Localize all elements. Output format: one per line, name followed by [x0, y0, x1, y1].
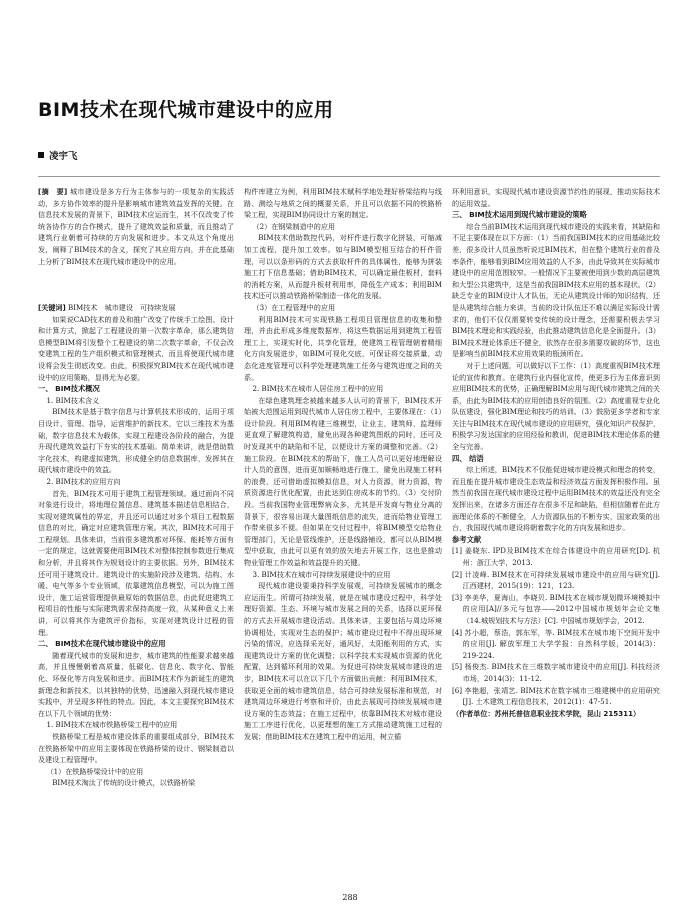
subsection-heading: （1）在铁路桥梁设计中的应用 [46, 766, 144, 776]
paragraph: 首先，BIM技术可用于建筑工程管理领域。通过面向不同对象进行设计，将地理位置信息、建筑基本描述信息相结合，实现对建筑属性的界定，并且还可以通过对多个项目工程数据信息的对比，确定对应建筑管理方案。其次，BIM技术可用于工程规划。具体来讲，当前很多建筑都对环保、能耗等方面有一定的规定，这就需要使用BIM技术对整体控制参数进行集成和分析，并且将其作为规划设计的主要依据。另外，BIM技术还可用于建筑设计。建筑设计的实施阶段涉及建筑、结构、水暖、电气等多个专业领域，依靠建筑信息模型，可以为施工图设计，施工运营管理提供最原始的数据信息，由此促进建筑工程项目的性能与实际建筑需求保持高度一致，从某种意义上来讲，可以将其作为建筑评价指标，实现对建筑设计过程的管理。 [38, 488, 234, 637]
section-heading: 三、 BIM技术运用到现代城市建设的策略 [452, 210, 587, 220]
square-bullet-icon [38, 152, 44, 158]
reference-item: [4] 苏小超，蔡浩，郭东军，等. BIM技术在城市地下空间开发中的应用[J]. 解放军理工大学学报：自然科学版，2014(3)：219-224. [452, 627, 660, 660]
paragraph: 综上所述，BIM技术不仅能促进城市建设模式和理念的转变，而且能在提升城市建设生态效益和经济效益方面发挥积极作用。虽然当前我国在现代城市建设过程中运用BIM技术的效益还没有完全发挥出来，在诸多方面还存在很多不足和缺陷，但相信随着在此方面理论体系的不断健全，人力资源队伍的不断夯实，国家政策的出台，我国现代城市建设将朝着数字化的方向发展和进步。 [452, 465, 660, 533]
subsection-heading: （2）在钢梁制造中的应用 [252, 221, 336, 231]
subsection-heading: 3. BIM技术在城市可持续发展建设中的应用 [252, 569, 391, 579]
abstract-text: 城市建设是多方行为主体参与的一项复杂的实践活动，多方协作效率的提升是影响城市建筑效益发挥的关键。在信息技术发展的背景下，BIM技术应运而生，其不仅改变了传统各协作方的合作模式，提升了建筑效益和质量，而且推动了建筑行业朝着可持续的方向发展和进步。本文从这个角度出发，阐释了BIM技术的含义，探究了其应用方向，并在此基础上分析了BIM技术在现代城市建设中的应用。 [38, 187, 234, 266]
subsection-heading: 1. BIM技术在城市铁路桥梁工程中的应用 [46, 720, 178, 730]
paragraph: 随着现代城市的发展和进步，城市建筑的性能要求越来越高，并且慢慢朝着高质量、低碳化、信息化、数字化、智能化、环保化等方向发展和进步。而BIM技术作为新诞生的建筑新理念和新技术，以其独特的优势，迅速融入到现代城市建设实践中，并呈现多样性的特点。因此，本文主要探究BIM技术在以下几个领域的优势： [38, 650, 234, 718]
abstract-block [38, 186, 234, 302]
abstract-label: [摘 要] [38, 187, 68, 196]
subsection-heading: 2. BIM技术在城市人居住房工程中的应用 [252, 384, 384, 394]
keywords [38, 302, 234, 314]
keywords-text: BIM技术 城市建设 可持续发展 [68, 303, 176, 312]
paragraph: BIM技术淘汰了传统的设计模式，以铁路桥梁 [52, 778, 196, 788]
paragraph: 环利用意识，实现现代城市建设资源节约性的展现，推动实际技术的运用效益。 [452, 187, 660, 208]
page-number: 288 [342, 893, 358, 902]
paragraph: 对于上述问题，可以做好以下工作：（1）高度重视BIM技术理论的宣传和教育。在建筑行业内强化宣传，使更多行为主体意识到应用BIM技术的优势，正确理解BIM应用与现代城市建筑之间的关系，由此为BIM技术的应用创造良好的氛围。（2）高度重视专业化队伍建设，强化BIM理论和技巧的培训。（3）鼓励更多学者和专家关注与BIM技术在现代城市建设的应用研究，强化知识产权保护，积极学习发达国家的应用经验和教训，促进BIM技术理论体系的健全与完善。 [452, 360, 660, 452]
section-heading: 二、 BIM技术在现代城市建设中的应用 [38, 639, 166, 649]
author-line [38, 148, 78, 162]
column-1 [38, 186, 234, 789]
paragraph: BIM技术借助数控代码，对杆件进行数字化拼装，可缩减加工流程，提升加工效率。如与BIM模型相互结合的杆件管理，可以以条形码的方式去获取杆件的具体属性，能够为拼装施工打下信息基础；借助BIM技术，可以确定最佳板材，套料的消耗方案，从而提升板材利用率，降低生产成本；利用BIM技术还可以推动铁路桥梁制造一体化的发展。 [244, 233, 442, 301]
header-divider [38, 176, 660, 177]
paragraph: 铁路桥梁工程是城市建设体系的重要组成部分，BIM技术在铁路桥梁中的应用主要体现在铁路桥梁的设计、钢梁制造以及建设工程管理中。 [38, 731, 234, 765]
paragraph: 利用BIM技术可实现铁路工程项目管理信息的收集和整理，并由此形成多维度数据库，将这些数据运用到建筑工程管理工上，实现实时化，共享化管理，使建筑工程管理朝着精细化方向发展进步，如BIM可视化交底，可保证将交接质量，动态化进度管理可以科学处理建筑施工任务与建筑进度之间的关系。 [244, 314, 442, 382]
subsection-heading: 2. BIM技术的应用方向 [46, 476, 121, 486]
reference-item: [5] 杨俊杰. BIM技术在三维数字城市建设中的应用[J]. 科技经济市场，2014(3)：11-12. [452, 662, 660, 683]
reference-item: [6] 李艳超，张靖艺. BIM技术在数字城市三维建模中的应用研究[J]. 土木建筑工程信息技术，2012(1)：47-51. [452, 685, 660, 707]
article-title: BIM技术在现代城市建设中的应用 [38, 99, 334, 121]
abstract [38, 186, 234, 267]
paragraph: 构件库建立为例，利用BIM技术赋科学地处理好桥梁结构与线路、测绘与地质之间的概要关系，并且可以依据不同的铁路桥梁工程，实现BIM协同设计方案的制定。 [244, 187, 442, 220]
references-heading: 参考文献 [452, 534, 482, 544]
reference-item: [3] 李美华，夏海山，李晓贝. BIM技术在城市规划微环境模拟中的应用[A]//多元与包容——2012中国城市规划年会论文集（14.城规划技术与方法）[C]. 中国城市规划学会，2012. [452, 592, 660, 625]
subsection-heading: 1. BIM技术含义 [46, 395, 100, 405]
paragraph: 综合当前BIM技术运用到现代城市建设的实践来看，其缺陷和不足主要体现在以下方面：（1）当前我国BIM技术的应用基础比较差，很多设计人员虽然听说过BIM技术，但在整个建筑行业的普及率条件，能够看到BIM应用效益的人不多，由此导致其在实际城市建设中的应用范围较窄。一般情况下主要被使用到少数的高层建筑和大型公共建筑中，这是当前我国BIM技术应用的基本现状。（2）缺乏专业的BIM设计人才队伍，无论从建筑设计师的知识结构，还是从建筑综合能力来讲，当前的设计队伍还不难以满足实际设计需求的，他们不仅仅需要转变传统的设计理念，还需要积极去学习BIM技术理论和实践经验，由此推动建筑信息化是全面提升。（3）BIM技术理论体系还不健全，依然存在很多需要攻破的环节，这也是影响当前BIM技术应用效果的瓶颈所在。 [452, 221, 660, 359]
author-affiliation: （作者单位：苏州托普信息职业技术学院，昆山 215311） [452, 708, 641, 718]
column-2 [244, 186, 442, 743]
section-heading: 一、 BIM技术概况 [38, 384, 100, 394]
author-name: 凌宇飞 [49, 151, 78, 162]
references-list [452, 545, 660, 707]
section-heading: 四、 结语 [452, 453, 484, 463]
keywords-label: [关键词] [38, 303, 66, 312]
paragraph: BIM技术是基于数字信息与计算机技术形成的，运用于项目设计、管理、指导，运营维护的新技术，它以三维技术为基础，数字信息技术为载体，实现工程建设各阶段的融合，为提升现代建筑效益打下夯实的技术基础。简单来讲，就是借助数字化技术，构建虚拟建筑，形成健全的信息数据库，发挥其在现代城市建设中的效益。 [38, 407, 234, 475]
intro-paragraph: 如果说CAD技术的普及和推广改变了传统手工绘图、设计和计算方式，掀起了工程建设的第一次数字革命，那么建筑信息模型BIM将引发整个工程建设的第二次数字革命，不仅会改变建筑工程的生产组织模式和管理模式，而且将使现代城市建设将会发生彻底改变。由此，积极探究BIM技术在现代城市建设中的应用策略，显得尤为必要。 [38, 314, 234, 382]
paragraph: 在绿色建筑理念被越来越多人认可的背景下，BIM技术开始被大范围运用到现代城市人居住房工程中，主要体现在：（1）设计阶段。利用BIM构建三维模型，让业主，建筑师，监理师更直观了解建筑构造，避免出现各种建筑图纸的同时，还可及时发现其中的缺陷和不足，以便设计方案的调整和完善。（2）施工阶段。在BIM技术的帮助下，施工人员可以更好地理解设计人员的意图，进而更加顺畅地进行施工，避免出现施工材料的浪费，还可借助虚拟模拟信息，对人力资源，财力资源，物质资源进行优化配置，由此达到住房成本的节约。（3）交付阶段。当前我国物业管理弊病众多，尤其是开发商与物业分离的背景下，很容易出现大量图纸信息的流失，进而给物业管理工作带来很多不便。但如果在交付过程中，将BIM模型交给物业管理部门，无论是管线维护，还是线路铺设，都可以从BIM模型中获取，由此可以更有效的放矢地去开展工作，这也是推动物业管理工作效益和效益提升的关键。 [244, 395, 442, 567]
reference-item: [2] 计凌峰. BIM技术在可持续发展城市建设中的应用与研究[J]. 江西建材，2015(19)：121，123. [452, 569, 660, 591]
paragraph: 现代城市建设要秉持科学发展观，可持续发展城市的概念应运而生。所谓可持续发展，就是在城市建设过程中，科学处理好资源、生态、环境与城市发展之间的关系，选择以更环保的方式去开展城市建设活动。具体来讲，主要包括与周边环境协调相处，实现对生态的保护；城市建设过程中不得出现环境污染的情况，应选择采光好，通风好，太阳能利用的方式，实现建筑设计方案的优化调整；以科学技术实现城市资源的优化配置，达到循环利用的效果。为促进可持续发展城市建设的进步，BIM技术可以在以下几个方面做出贡献：利用BIM技术，获取更全面的城市建筑信息，结合可持续发展标准和规范，对建筑周边环境进行考察和评价，由此去展现可持续发展城市建设方案的生态效益；在施工过程中，依靠BIM技术对城市建设施工工序进行优化，以更理想的施工方式推动建筑施工过程的发展；借助BIM技术在建筑工程中的运用，树立循 [244, 581, 442, 741]
reference-item: [1] 姜晓东. IPD及BIM技术在综合体建设中的应用研究[D]. 杭州：浙江大学，2013. [452, 546, 660, 567]
subsection-heading: （3）在工程管理中的应用 [252, 302, 336, 312]
column-3 [452, 186, 660, 719]
